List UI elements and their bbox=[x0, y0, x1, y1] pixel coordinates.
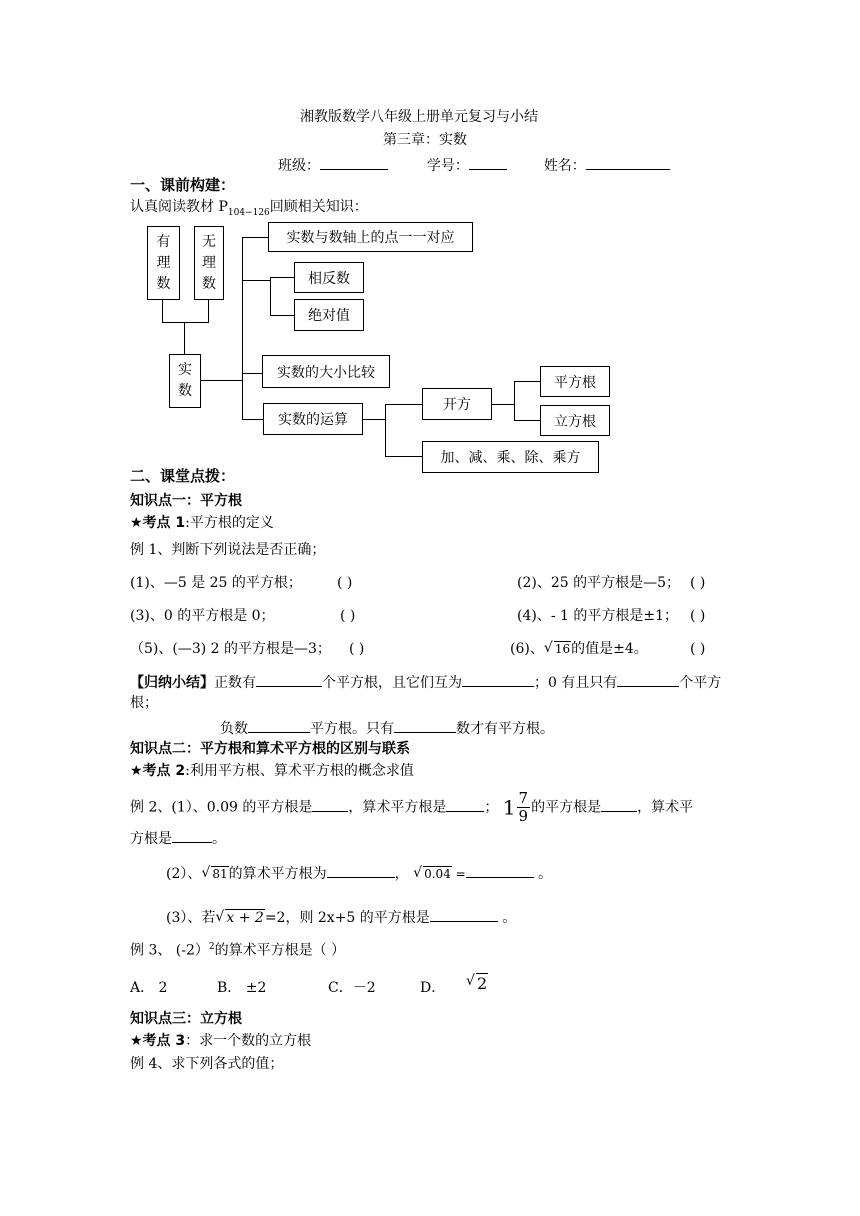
item-1-paren[interactable]: ( ) bbox=[337, 575, 353, 591]
example-2-2: (2）、√ 81的算术平方根为 ， √ 0.04 = 。 bbox=[166, 863, 552, 883]
section1-intro: 认真阅读教材 $P_{104-126}$回顾相关知识： bbox=[130, 199, 368, 218]
item-5-paren[interactable]: ( ) bbox=[349, 641, 365, 657]
knowledge-point-2: 知识点二：平方根和算术平方根的区别与联系 bbox=[130, 741, 410, 757]
ex2-blank-3[interactable] bbox=[601, 797, 637, 812]
item-3-paren[interactable]: ( ) bbox=[340, 608, 356, 624]
doc-title: 湘教版数学八年级上册单元复习与小结 bbox=[300, 109, 538, 125]
section1-heading: 一、课前构建： bbox=[130, 176, 236, 194]
example-1: 例 1、判断下列说法是否正确； bbox=[130, 542, 326, 558]
item-1: (1)、—5 是 25 的平方根； bbox=[130, 575, 302, 591]
choice-d[interactable]: D． bbox=[420, 980, 446, 996]
exam-point-1: ★考点 1:平方根的定义 bbox=[130, 515, 274, 531]
real-number-box: 实 数 bbox=[169, 354, 201, 408]
summary-blank-5[interactable] bbox=[394, 718, 456, 733]
item-5: （5)、(—3) 2 的平方根是—3； bbox=[130, 641, 331, 657]
class-blank[interactable] bbox=[320, 155, 388, 170]
irrational-box: 无 理 数 bbox=[194, 226, 224, 300]
ex2-3-blank[interactable] bbox=[430, 907, 498, 922]
item-2-paren[interactable]: ( ) bbox=[690, 575, 706, 591]
choice-d-value: √ 2 bbox=[466, 974, 488, 993]
chapter-title: 第三章：实数 bbox=[383, 132, 467, 148]
compare-box: 实数的大小比较 bbox=[262, 355, 390, 388]
section2-heading: 二、课堂点拨： bbox=[130, 467, 236, 485]
absolute-value-box: 绝对值 bbox=[294, 299, 364, 331]
ex2-blank-4[interactable] bbox=[172, 828, 212, 843]
root-box: 开方 bbox=[422, 388, 492, 420]
id-label: 学号： bbox=[426, 158, 469, 174]
item-6-paren[interactable]: ( ) bbox=[690, 641, 706, 657]
summary-blank-1[interactable] bbox=[256, 672, 322, 687]
ex2-blank-2[interactable] bbox=[446, 797, 484, 812]
name-blank[interactable] bbox=[586, 155, 670, 170]
knowledge-point-3: 知识点三：立方根 bbox=[130, 1011, 242, 1027]
example-2-3: (3）、若√ x + 2=2，则 2x+5 的平方根是 。 bbox=[166, 907, 516, 927]
item-6: (6)、√ 16的值是±4。 bbox=[510, 641, 648, 658]
cube-root-box: 立方根 bbox=[540, 405, 610, 436]
operation-box: 实数的运算 bbox=[263, 403, 363, 435]
knowledge-point-1: 知识点一：平方根 bbox=[130, 493, 242, 509]
example-2-1: 例 2、(1）、0.09 的平方根是 ，算术平方根是 ； 1 $\frac{7}{9}$ 的平方根是 ，算术平 bbox=[130, 789, 694, 825]
choice-a[interactable]: A． 2 bbox=[130, 980, 168, 996]
summary-line-2: 根； bbox=[130, 695, 158, 711]
summary-line-3: 负数 平方根。只有 数才有平方根。 bbox=[220, 718, 554, 738]
item-4-paren[interactable]: ( ) bbox=[690, 608, 706, 624]
ex2-2-blank-1[interactable] bbox=[327, 863, 395, 878]
summary-blank-4[interactable] bbox=[248, 718, 310, 733]
student-info bbox=[278, 155, 670, 175]
item-2: (2)、25 的平方根是—5； bbox=[517, 575, 681, 591]
example-4: 例 4、求下列各式的值； bbox=[130, 1056, 284, 1072]
name-label: 姓名： bbox=[543, 158, 586, 174]
exam-point-3: ★考点 3：求一个数的立方根 bbox=[130, 1033, 312, 1049]
ex2-blank-1[interactable] bbox=[312, 797, 348, 812]
opposite-box: 相反数 bbox=[294, 262, 364, 293]
choice-b[interactable]: B． ±2 bbox=[217, 980, 267, 996]
id-blank[interactable] bbox=[469, 155, 507, 170]
example-2-1-cont: 方根是 。 bbox=[130, 828, 226, 848]
axis-correspondence-box: 实数与数轴上的点一一对应 bbox=[268, 222, 473, 252]
summary-blank-3[interactable] bbox=[617, 672, 679, 687]
item-3: (3)、0 的平方根是 0； bbox=[130, 608, 275, 624]
square-root-box: 平方根 bbox=[540, 366, 610, 397]
class-label: 班级： bbox=[278, 158, 320, 174]
summary-line-1: 【归纳小结】正数有 个平方根，且它们互为 ；0 有且只有 个平方 bbox=[130, 672, 721, 692]
rational-box: 有 理 数 bbox=[147, 226, 180, 300]
arith-box: 加、减、乘、除、乘方 bbox=[422, 441, 599, 473]
ex2-2-blank-2[interactable] bbox=[466, 863, 534, 878]
summary-blank-2[interactable] bbox=[462, 672, 534, 687]
exam-point-2: ★考点 2:利用平方根、算术平方根的概念求值 bbox=[130, 763, 414, 779]
example-3: 例 3、 (-2）$^2$的算术平方根是（ ） bbox=[130, 942, 346, 959]
choice-c[interactable]: C．－2 bbox=[328, 980, 376, 996]
item-4: (4)、- 1 的平方根是±1； bbox=[517, 608, 679, 624]
